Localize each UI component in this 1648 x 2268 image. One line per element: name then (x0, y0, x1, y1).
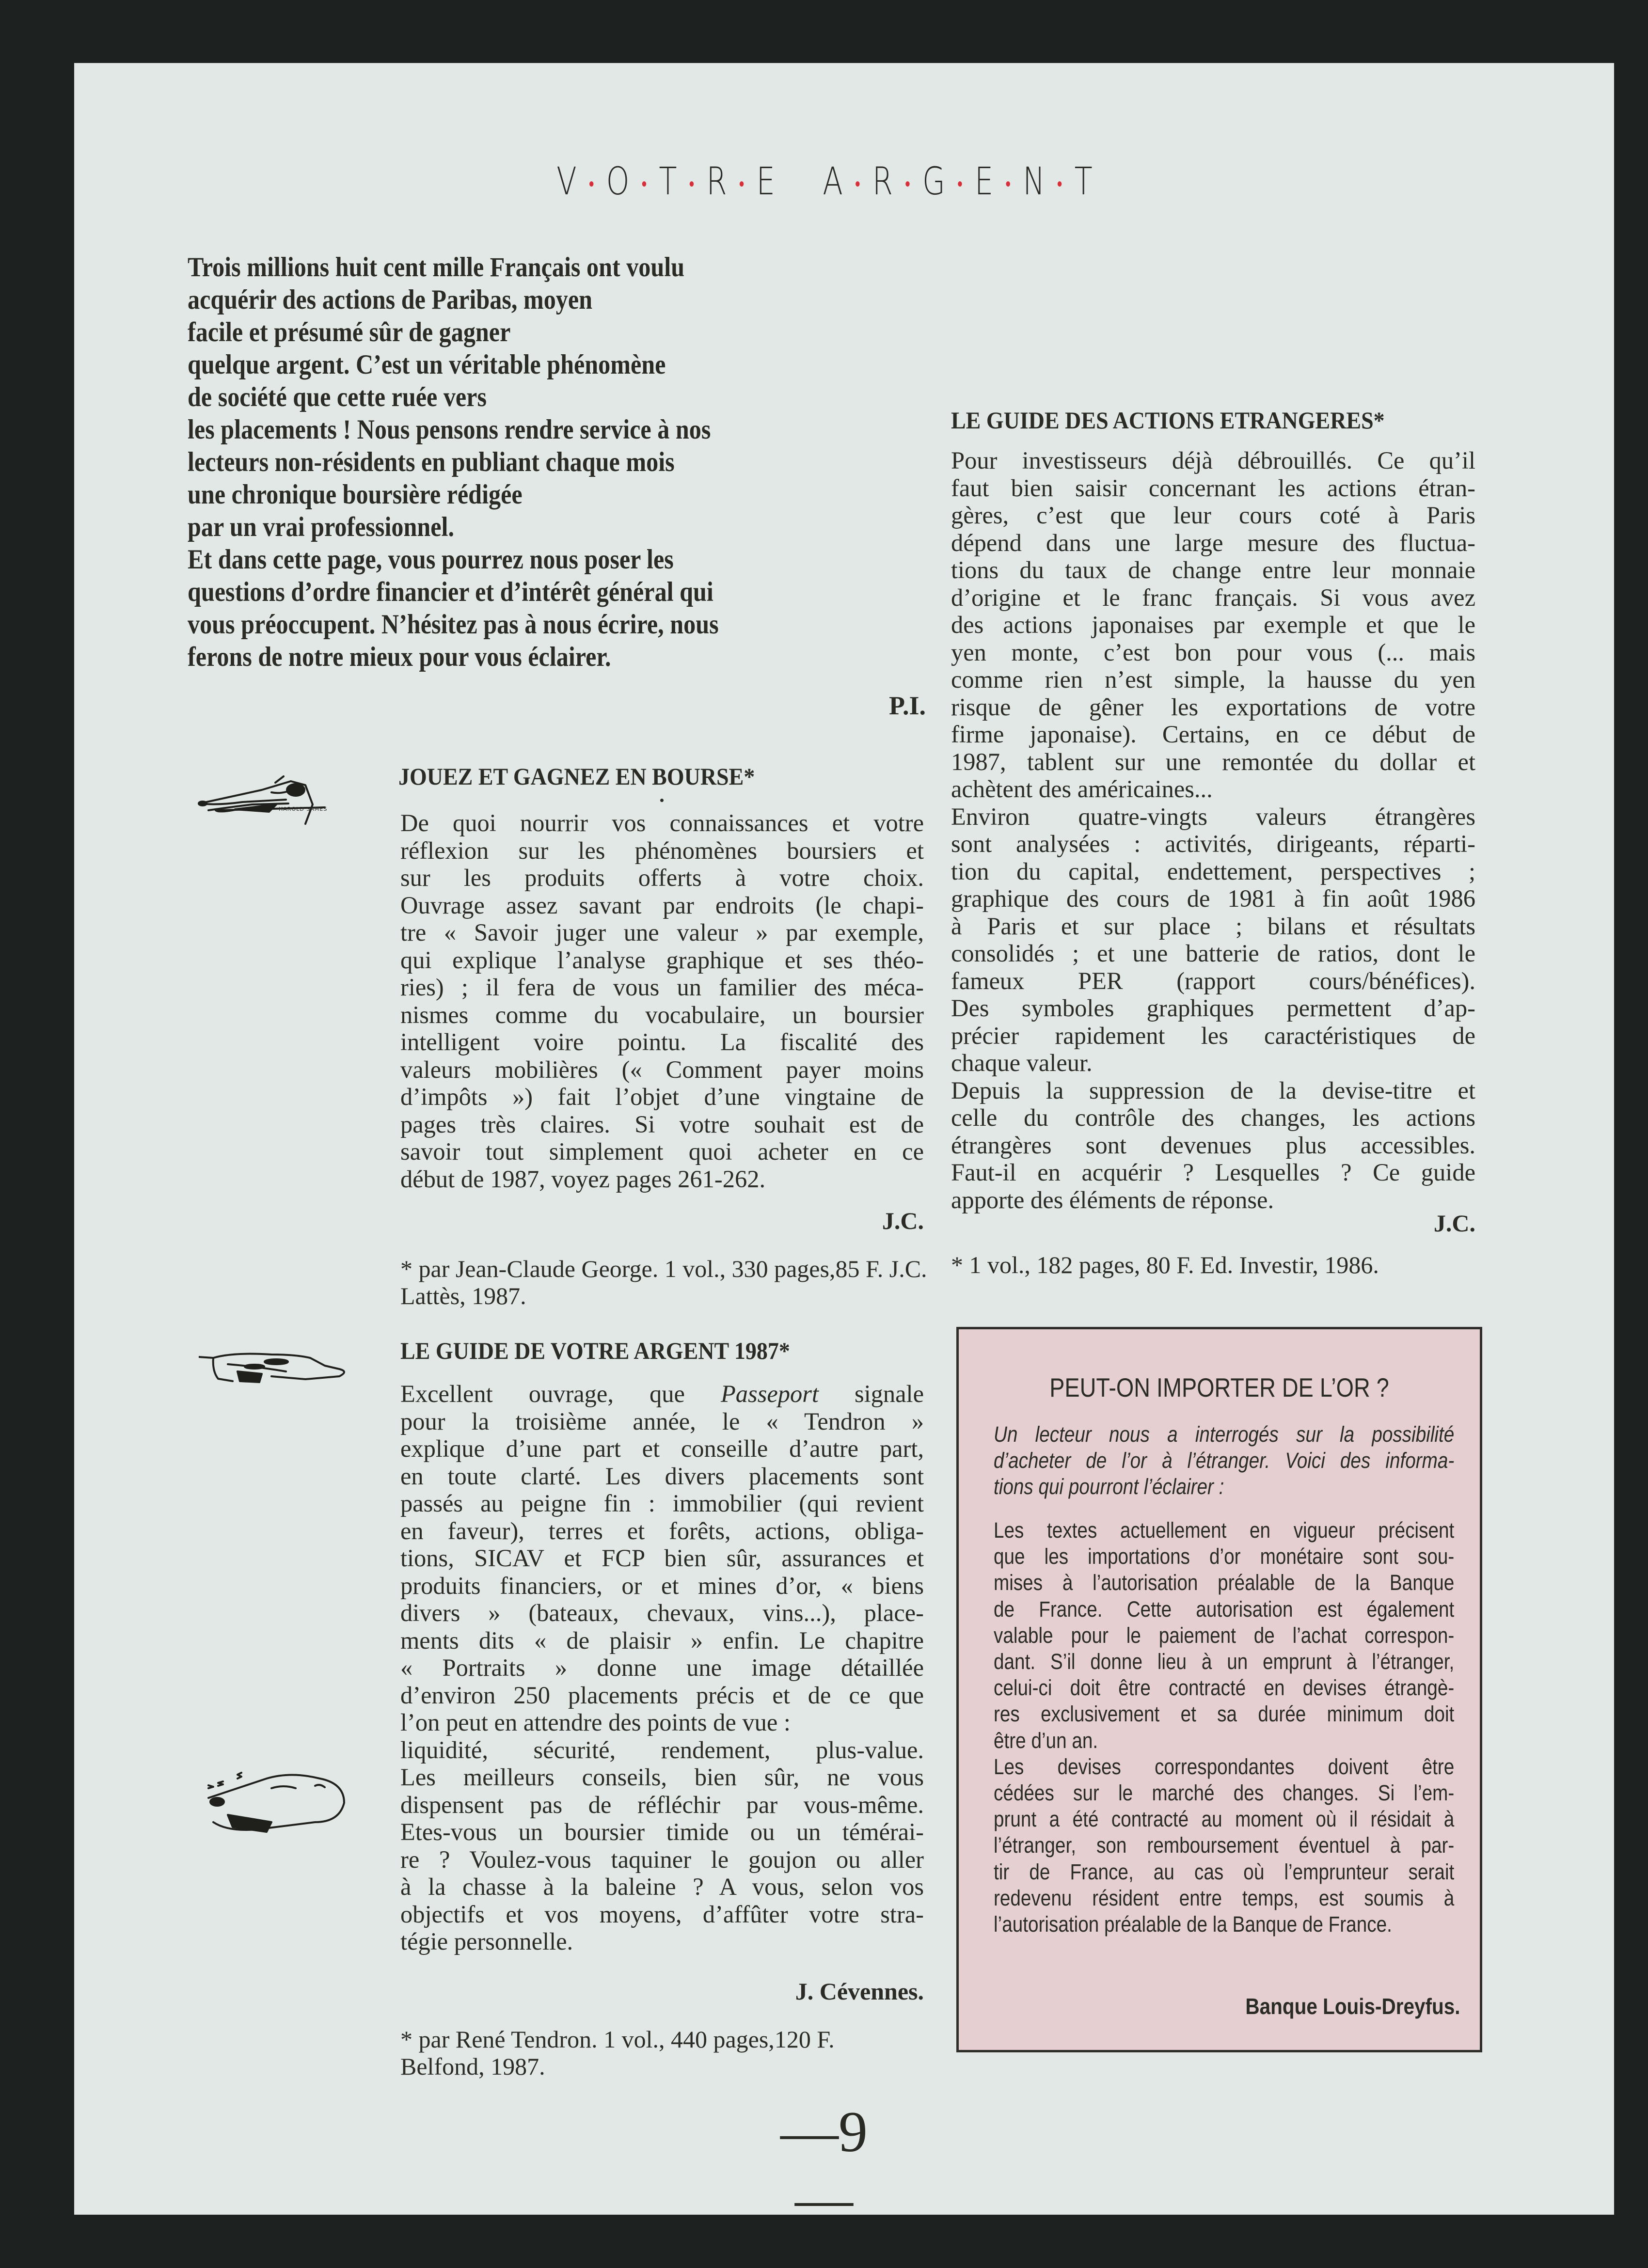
intro-line: Et dans cette page, vous pourrez nous poser les (188, 544, 674, 575)
intro-line: une chronique boursière rédigée (188, 479, 523, 510)
article-line: Depuis la suppression de la devise-titre et (951, 1076, 1475, 1104)
intro-line: acquérir des actions de Paribas, moyen (188, 284, 593, 315)
section-title-letter: A (823, 160, 845, 204)
page-number-dash-right: — (795, 2166, 853, 2231)
article-line: dépend dans une large mesure des fluctua- (951, 529, 1475, 556)
article-line: tion du capital, endettement, perspectives ; (951, 857, 1475, 885)
article-line: Faut-il en acquérir ? Lesquelles ? Ce guide (951, 1159, 1475, 1186)
article-line: comme rien n’est simple, la hausse du yen (951, 666, 1475, 693)
section-title-letter: N (1023, 160, 1047, 204)
sidebar-body-line: prunt a été contracté au moment où il résidait à (994, 1807, 1455, 1832)
article-line: tions du taux de change entre leur monnaie (951, 556, 1475, 583)
section-title-dot: • (1057, 173, 1065, 195)
page-number-dash-left: — (780, 2099, 839, 2164)
article-signature-cevennes: J. Cévennes. (795, 1978, 924, 2005)
sidebar-body-line: Les devises correspondantes doivent être (994, 1754, 1455, 1779)
footnote-line: * 1 vol., 182 pages, 80 F. Ed. Investir, 1986. (951, 1251, 1379, 1278)
sidebar-body-line: Les textes actuellement en vigueur précisent (994, 1518, 1455, 1543)
section-title-letter: E (974, 160, 996, 204)
article-title-guide-actions-etrangeres: LE GUIDE DES ACTIONS ETRANGERES* (951, 407, 1385, 434)
intro-line: facile et présumé sûr de gagner (188, 317, 511, 347)
sidebar-body-line: de France. Cette autorisation est également (994, 1596, 1455, 1622)
intro-line: quelque argent. C’est un véritable phénomène (188, 349, 666, 380)
article-line: tégie personnelle. (400, 1928, 573, 1955)
sidebar-box-title: PEUT-ON IMPORTER DE L’OR ? (1049, 1372, 1389, 1402)
sidebar-body-line: l’étranger, son remboursement éventuel à par- (994, 1833, 1455, 1858)
sidebar-box-gold-import (956, 1327, 1482, 2052)
sleeping-bear-illustration (199, 1769, 354, 1851)
sidebar-body-line: l’autorisation préalable de la Banque de France. (994, 1912, 1392, 1937)
article-line: liquidité, sécurité, rendement, plus-value. (400, 1736, 924, 1764)
sidebar-box-lead (994, 1421, 1454, 1500)
page-number (756, 2098, 892, 2232)
intro-paragraph (188, 251, 947, 673)
section-title-dot: • (689, 173, 697, 195)
intro-signature: P.I. (888, 691, 926, 720)
article-line: nismes comme du vocabulaire, un boursier (400, 1001, 924, 1028)
article-signature-jc-1: J.C. (882, 1207, 924, 1234)
article-line: d’environ 250 placements précis et de ce que (400, 1681, 924, 1709)
article-line: Pour investisseurs déjà débrouillés. Ce qu’il (951, 447, 1475, 474)
article-line: consolidés ; et une batterie de ratios, dont le (951, 940, 1475, 967)
intro-line: Trois millions huit cent mille Français ont voulu (188, 252, 685, 283)
section-title-dot: • (1005, 173, 1013, 195)
article-line: en toute clarté. Les divers placements sont (400, 1462, 924, 1490)
article-line: en faveur), terres et forêts, actions, obliga- (400, 1517, 924, 1544)
article-line: achètent des américaines... (951, 775, 1213, 803)
article-line: objectifs et vos moyens, d’affûter votre stra- (400, 1900, 924, 1928)
section-title-dot: • (739, 173, 747, 195)
page-number-value: 9 (839, 2099, 868, 2164)
article-footnote-jouez-et-gagnez (400, 1255, 929, 1309)
article-line: sur les produits offerts à votre choix. (400, 864, 924, 891)
article-signature-jc-2: J.C. (1433, 1210, 1475, 1237)
footnote-line: * par Jean-Claude George. 1 vol., 330 pages, (400, 1255, 836, 1282)
sidebar-body-line: redevenu résident entre temps, est soumis à (994, 1885, 1455, 1910)
section-title-dot: • (641, 173, 650, 195)
article-line: pages très claires. Si votre souhait est de (400, 1110, 924, 1138)
publication-name: Passeport (720, 1380, 819, 1407)
footnote-line: 120 F. Belfond, 1987. (400, 2026, 835, 2080)
sidebar-body-line: valable pour le paiement de l’achat correspon- (994, 1622, 1455, 1648)
section-title-letter: G (922, 160, 948, 204)
intro-line: questions d’ordre financier et d’intérêt général qui (188, 577, 713, 607)
sidebar-box-body (994, 1517, 1454, 1937)
section-title-letter: R (706, 160, 729, 204)
section-title-dot: • (588, 173, 597, 195)
intro-line: lecteurs non-résidents en publiant chaque mois (188, 447, 675, 477)
article-line: tions, SICAV et FCP bien sûr, assurances et (400, 1544, 924, 1572)
section-title-letter: V (556, 160, 579, 204)
section-title-letter: R (872, 160, 895, 204)
article-footnote-guide-de-votre-argent (400, 2026, 924, 2080)
article-line: Environ quatre-vingts valeurs étrangères (951, 803, 1475, 830)
section-title-letter: T (1074, 160, 1095, 204)
sidebar-body-line: mises à l’autorisation préalable de la Banque (994, 1570, 1455, 1595)
sidebar-body-line: que les importations d’or monétaire sont sou- (994, 1544, 1455, 1569)
article-line: valeurs mobilières (« Comment payer moins (400, 1055, 924, 1083)
article-line: fameux PER (rapport cours/bénéfices). (951, 967, 1475, 994)
article-line: passés au peigne fin : immobilier (qui revient (400, 1490, 924, 1517)
sidebar-lead-line: d’acheter de l’or à l’étranger. Voici des informa- (994, 1448, 1455, 1473)
article-line: yen monte, c’est bon pour vous (... mais (951, 638, 1475, 666)
article-line: Des symboles graphiques permettent d’ap- (951, 994, 1475, 1022)
section-title (183, 160, 1468, 204)
article-line: explique d’une part et conseille d’autre part, (400, 1435, 924, 1462)
sidebar-box-signature: Banque Louis-Dreyfus. (1245, 1994, 1460, 2019)
article-body-guide-actions-etrangeres (951, 447, 1475, 1213)
section-title-dot: • (855, 173, 863, 195)
intro-line: vous préoccupent. N’hésitez pas à nous écrire, nous (188, 609, 719, 640)
article-line: d’origine et le franc français. Si vous avez (951, 583, 1475, 611)
intro-line: par un vrai professionnel. (188, 512, 454, 542)
article-body-guide-de-votre-argent (400, 1380, 924, 1955)
article-line: « Portraits » donne une image détaillée (400, 1654, 924, 1681)
article-line: étrangères sont devenues plus accessibles. (951, 1131, 1475, 1159)
sidebar-lead-line: tions qui pourront l’éclairer : (994, 1474, 1224, 1499)
article-line: celle du contrôle des changes, les actions (951, 1104, 1475, 1131)
article-line: qui explique l’analyse graphique et ses théo- (400, 946, 924, 974)
intro-line: de société que cette ruée vers (188, 382, 487, 412)
sidebar-body-line: res exclusivement et sa durée minimum doit (994, 1701, 1455, 1727)
article-line: ries) ; il fera de vous un familier des méca- (400, 974, 924, 1001)
intro-line: les placements ! Nous pensons rendre service à nos (188, 414, 711, 445)
article-line: re ? Voulez-vous taquiner le goujon ou aller (400, 1845, 924, 1873)
article-line: chaque valeur. (951, 1049, 1093, 1076)
article-line: divers » (bateaux, chevaux, vins...), place- (400, 1599, 924, 1626)
section-title-letter: E (756, 160, 777, 204)
crocodile-head-illustration (199, 1352, 354, 1410)
sidebar-body-line: tir de France, au cas où l’emprunteur serait (994, 1859, 1455, 1884)
article-line: dispensent pas de réfléchir par vous-même. (400, 1791, 924, 1818)
article-line: pour la troisième année, le « Tendron » (400, 1407, 924, 1435)
footnote-line: * par René Tendron. 1 vol., 440 pages, (400, 2026, 775, 2053)
article-line: d’impôts ») fait l’objet d’une vingtaine de (400, 1083, 924, 1110)
section-title-letter: O (606, 160, 632, 204)
article-line: gères, c’est que leur cours coté à Paris (951, 502, 1475, 529)
article-title-jouez-et-gagnez: JOUEZ ET GAGNEZ EN BOURSE* (398, 763, 755, 790)
sidebar-box-lead-lines (994, 1421, 1454, 1500)
article-line: Les meilleurs conseils, bien sûr, ne vous (400, 1764, 924, 1791)
article-line: Etes-vous un boursier timide ou un témérai- (400, 1818, 924, 1845)
article-line: firme japonaise). Certains, en ce début de (951, 721, 1475, 748)
section-title-dot: • (904, 173, 913, 195)
article-line: Ouvrage assez savant par endroits (le chapi- (400, 891, 924, 919)
fox-head-illustration (189, 775, 344, 892)
article-line: faut bien saisir concernant les actions étran- (951, 474, 1475, 502)
article-line: des actions japonaises par exemple et que le (951, 611, 1475, 638)
illustration-credit: HAROLD SAMES (279, 806, 328, 812)
article-line: réflexion sur les phénomènes boursiers et (400, 836, 924, 864)
article-line: sont analysées : activités, dirigeants, réparti- (951, 830, 1475, 857)
article-line: début de 1987, voyez pages 261-262. (400, 1165, 766, 1193)
article-line: graphique des cours de 1981 à fin août 1986 (951, 885, 1475, 912)
sidebar-lead-line: Un lecteur nous a interrogés sur la possibilité (994, 1422, 1455, 1447)
sidebar-body-line: celui-ci doit être contracté en devises étrangè- (994, 1675, 1455, 1701)
article-body-jouez-et-gagnez (400, 809, 924, 1193)
article-line: tre « Savoir juger une valeur » par exemple, (400, 919, 924, 946)
article-line: l’on peut en attendre des points de vue : (400, 1709, 791, 1736)
article-line-text: signale (818, 1380, 924, 1407)
article-line-text: Excellent ouvrage, que (400, 1380, 721, 1407)
article-line: ments dits « de plaisir » enfin. Le chapitre (400, 1626, 924, 1654)
intro-line: ferons de notre mieux pour vous éclairer. (188, 642, 611, 672)
article-line: précier rapidement les caractéristiques de (951, 1022, 1475, 1049)
section-title-letter: T (659, 160, 680, 204)
article-line: De quoi nourrir vos connaissances et votre (400, 809, 924, 836)
sidebar-body-line: cédées sur le marché des changes. Si l’em- (994, 1780, 1455, 1806)
section-title-dot: • (957, 173, 965, 195)
article-line: à Paris et sur place ; bilans et résultats (951, 912, 1475, 940)
article-title-guide-de-votre-argent: LE GUIDE DE VOTRE ARGENT 1987* (400, 1337, 790, 1364)
article-line: apporte des éléments de réponse. (951, 1186, 1274, 1213)
article-line: produits financiers, or et mines d’or, « biens (400, 1572, 924, 1599)
article-line: 1987, tablent sur une remontée du dollar et (951, 748, 1475, 775)
article-footnote-guide-actions-etrangeres (951, 1251, 1479, 1278)
article-line: à la chasse à la baleine ? A vous, selon vos (400, 1873, 924, 1900)
article-line: intelligent voire pointu. La fiscalité des (400, 1028, 924, 1055)
article-line: risque de gêner les exportations de votre (951, 693, 1475, 721)
sidebar-box-body-lines (994, 1517, 1454, 1937)
article-line: savoir tout simplement quoi acheter en ce (400, 1138, 924, 1165)
sidebar-body-line: dant. S’il donne lieu à un emprunt à l’étranger, (994, 1649, 1455, 1674)
article-line (400, 1380, 924, 1408)
bullet-dot (660, 799, 664, 802)
footnote-line: 85 F. J.C. Lattès, 1987. (400, 1255, 927, 1309)
sidebar-body-line: être d’un an. (994, 1728, 1098, 1753)
